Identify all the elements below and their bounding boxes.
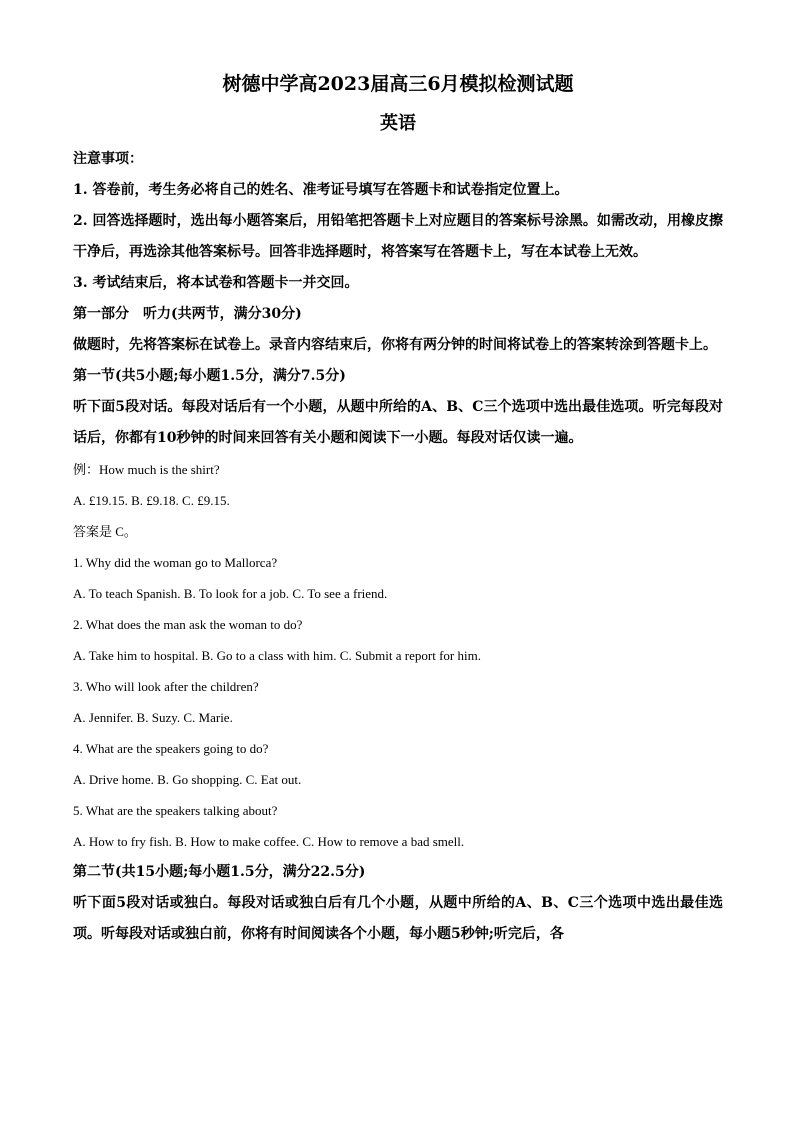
question-4-options: A. Drive home. B. Go shopping. C. Eat out. — [73, 772, 302, 787]
question-4: 4. What are the speakers going to do? — [73, 741, 269, 756]
subject-title: 英语 — [380, 113, 416, 134]
question-2: 2. What does the man ask the woman to do? — [73, 617, 303, 632]
part1-instruction: 做题时，先将答案标在试卷上。录音内容结束后，你将有两分钟的时间将试卷上的答案转涂到答题卡上。 — [73, 337, 717, 353]
section1-heading: 第一节(共5小题;每小题1.5分，满分7.5分) — [73, 368, 346, 384]
exam-page — [73, 70, 723, 950]
section1-instruction: 听下面5段对话。每段对话后有一个小题，从题中所给的A、B、C三个选项中选出最佳选项。听完每段对话后，你都有10秒钟的时间来回答有关小题和阅读下一小题。每段对话仅读一遍。 — [73, 399, 723, 446]
example-question: 例：How much is the shirt? — [73, 462, 220, 477]
example-answer: 答案是 C。 — [73, 524, 137, 539]
question-5-options: A. How to fry fish. B. How to make coffee. C. How to remove a bad smell. — [73, 834, 465, 849]
section2-instruction: 听下面5段对话或独白。每段对话或独白后有几个小题，从题中所给的A、B、C三个选项中选出最佳选项。听每段对话或独白前，你将有时间阅读各个小题，每小题5秒钟;听完后，各 — [73, 895, 723, 942]
example-options: A. £19.15. B. £9.18. C. £9.15. — [73, 493, 230, 508]
note-item-2: 2. 回答选择题时，选出每小题答案后，用铅笔把答题卡上对应题目的答案标号涂黑。如需改动，用橡皮擦干净后，再选涂其他答案标号。回答非选择题时，将答案写在答题卡上，写在本试卷上无效。 — [73, 213, 723, 260]
question-1-options: A. To teach Spanish. B. To look for a job. C. To see a friend. — [73, 586, 388, 601]
note-item-1: 1. 答卷前，考生务必将自己的姓名、准考证号填写在答题卡和试卷指定位置上。 — [73, 182, 569, 198]
question-1: 1. Why did the woman go to Mallorca? — [73, 555, 278, 570]
question-2-options: A. Take him to hospital. B. Go to a class with him. C. Submit a report for him. — [73, 648, 481, 663]
part1-heading: 第一部分 听力(共两节，满分30分) — [73, 306, 302, 322]
notes-heading: 注意事项： — [73, 151, 143, 167]
question-3-options: A. Jennifer. B. Suzy. C. Marie. — [73, 710, 233, 725]
question-5: 5. What are the speakers talking about? — [73, 803, 278, 818]
section2-heading: 第二节(共15小题;每小题1.5分，满分22.5分) — [73, 864, 366, 880]
question-3: 3. Who will look after the children? — [73, 679, 259, 694]
exam-title: 树德中学高2023届高三6月模拟检测试题 — [222, 73, 574, 95]
note-item-3: 3. 考试结束后，将本试卷和答题卡一并交回。 — [73, 275, 359, 291]
